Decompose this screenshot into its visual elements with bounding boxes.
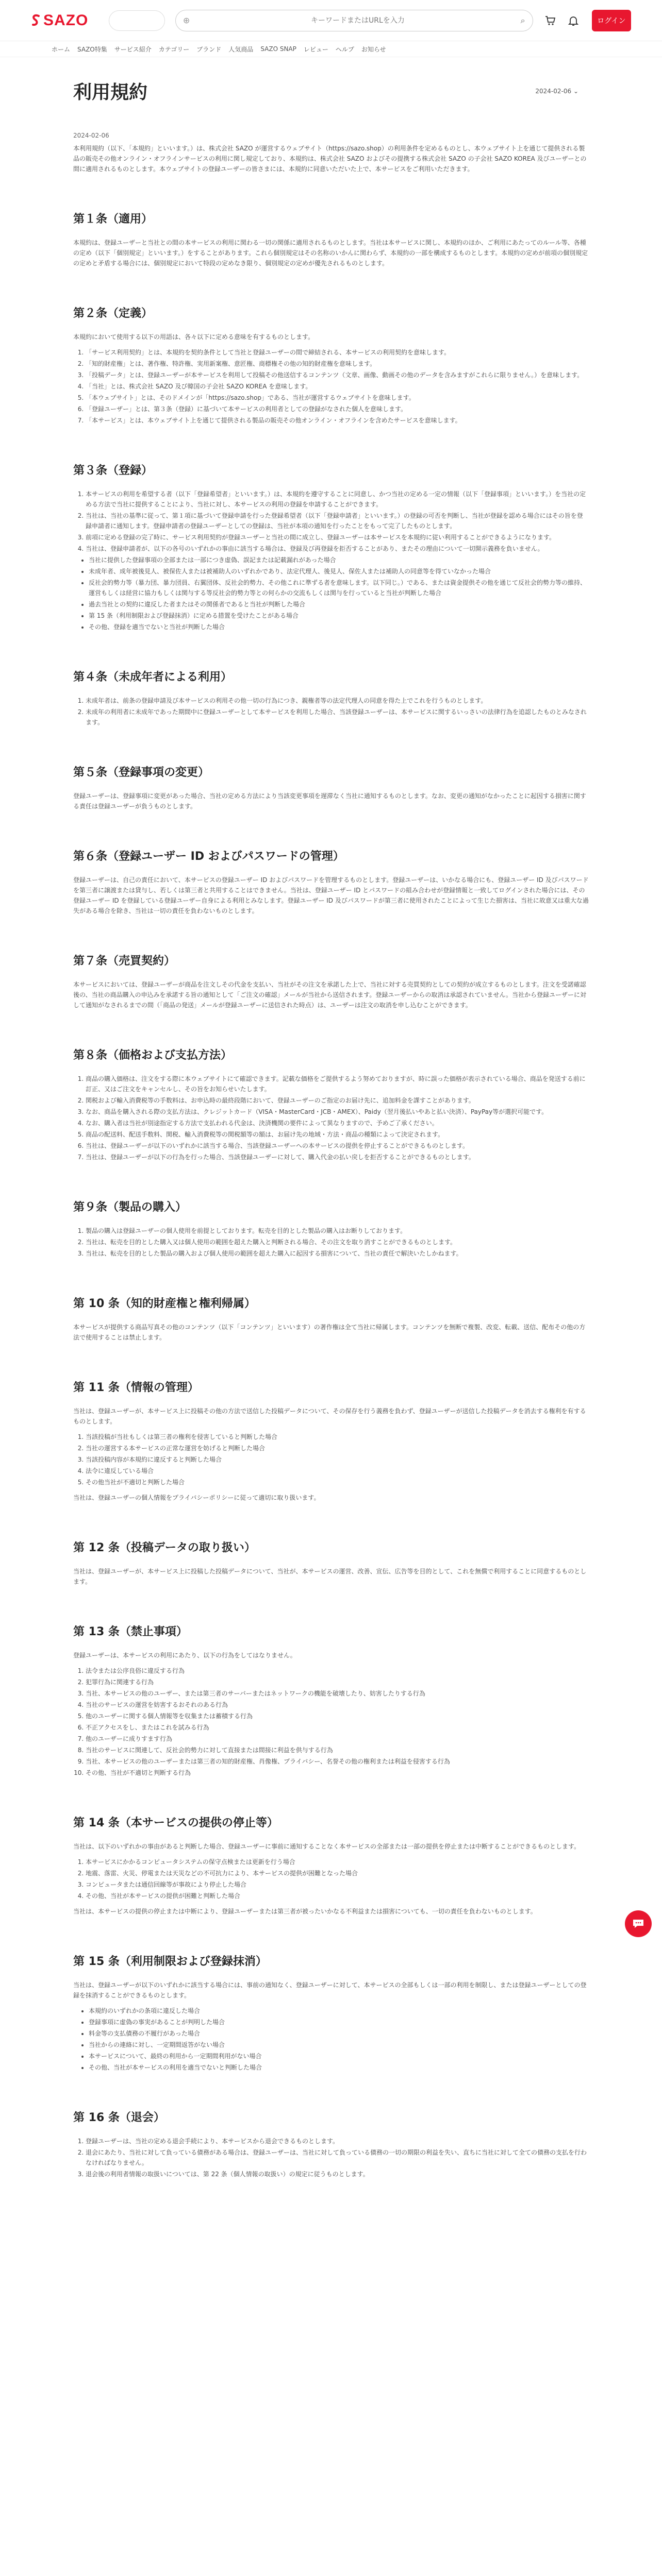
list-item: • その他、登録を適当でないと当社が判断した場合: [89, 622, 589, 632]
section-title: 第２条（定義）: [73, 307, 153, 320]
list-item: 2. 当社は、当社の基準に従って、第１項に基づいて登録申請を行った登録希望者（以下「登録申請者」といいます。）の登録の可否を判断し、当社が登録を認める場合にはその旨を登録申請者に通知します。登録申請者の登録ユーザーとしての登録は、当社が本項の通知を行ったことをもって完了したものとします。: [86, 511, 589, 531]
numbered-list: [73, 1857, 589, 1901]
cart-icon[interactable]: [544, 14, 556, 27]
list-item: 1. 本サービスの利用を希望する者（以下「登録希望者」といいます。）は、本規約を遵守することに同意し、かつ当社の定める一定の情報（以下「登録事項」といいます。）を当社の定める方法で当社に提供することにより、当社に対し、本サービスの利用の登録を申請することができます。: [86, 489, 589, 510]
terms-section: [73, 764, 589, 811]
bullet-list: [73, 2006, 589, 2073]
section-paragraph: 当社は、登録ユーザーが、本サービス上に投稿その他の方法で送信した投稿データについて、その保存を行う義務を負わず、登録ユーザーが送信した投稿データを消去する権利を有するものとします。: [73, 1408, 586, 1425]
list-item: 6. 不正アクセスをし、またはこれを試みる行為: [86, 1722, 589, 1733]
numbered-list: [73, 1432, 589, 1487]
terms-section: [73, 210, 589, 268]
category-pill[interactable]: [109, 10, 164, 31]
list-item: • 登録事項に虚偽の事実があることが判明した場合: [89, 2017, 589, 2027]
list-item: 3. コンピュータまたは通信回線等が事故により停止した場合: [86, 1879, 589, 1890]
list-item: 3. 当社は、転売を目的とした製品の購入および個人使用の範囲を超えた購入に起因する損害について、当社の責任で解決いたしかねます。: [86, 1248, 589, 1259]
list-item: 6. 「登録ユーザー」とは、第３条（登録）に基づいて本サービスの利用者としての登録がなされた個人を意味します。: [86, 404, 589, 414]
list-item: • 本サービスについて、最終の利用から一定期間利用がない場合: [89, 2051, 589, 2061]
list-item: • 当社に提供した登録事項の全部または一部につき虚偽、誤記または記載漏れがあった場合: [89, 555, 589, 565]
globe-icon: ⊕: [183, 15, 190, 25]
section-title: 第 11 条（情報の管理）: [73, 1381, 199, 1394]
list-item: • 当社からの連絡に対し、一定期間返答がない場合: [89, 2040, 589, 2050]
list-item: 5. 「本ウェブサイト」とは、そのドメインが「https://sazo.shop」である、当社が運営するウェブサイトを意味します。: [86, 393, 589, 403]
section-paragraph: 本規約において使用する以下の用語は、各々以下に定める意味を有するものとします。: [73, 333, 315, 341]
list-item: 7. 当社は、登録ユーザーが以下の行為を行った場合、当該登録ユーザーに対して、購入代金の払い戻しを拒否することができるものとします。: [86, 1152, 589, 1162]
list-item: 8. 当社のサービスに関連して、反社会的勢力に対して直接または間接に利益を供与する行為: [86, 1745, 589, 1755]
section-title: 第４条（未成年者による利用）: [73, 671, 233, 684]
section-title: 第 12 条（投稿データの取り扱い）: [73, 1541, 256, 1554]
chevron-down-icon: ⌄: [573, 87, 578, 95]
section-paragraph: 当社は、登録ユーザーが、本サービス上に投稿した投稿データについて、当社が、本サービスの運営、改善、宣伝、広告等を目的として、これを無償で利用することに同意するものとします。: [73, 1568, 587, 1585]
list-item: 3. 「投稿データ」とは、登録ユーザーが本サービスを利用して投稿その他送信するコンテンツ（文章、画像、動画その他のデータを含みますがこれらに限りません。）を意味します。: [86, 370, 589, 380]
list-item: • 本規約のいずれかの条項に違反した場合: [89, 2006, 589, 2016]
list-item: 2. 犯罪行為に関連する行為: [86, 1677, 589, 1687]
section-paragraph: 登録ユーザーは、自己の責任において、本サービスの登録ユーザー ID およびパスワードを管理するものとします。登録ユーザーは、いかなる場合にも、登録ユーザー ID 及びパスワードを第三者に譲渡または貸与し、若しくは第三者と共用することはできません。当社は、登録ユーザー ID とパスワードの組み合わせが登録情報と一致してログインされた場合には、その登録ユーザー ID を登録している登録ユーザー自身による利用とみなします。登録ユーザー ID 及びパスワードが第三者に使用されたことによって生じた損害は、当社に故意又は重大な過失がある場合を除き、当社は一切の責任を負わないものとします。: [73, 876, 589, 914]
logo-text: SAZO: [43, 11, 89, 29]
logo[interactable]: [31, 12, 88, 29]
list-item: 2. 未成年の利用者に未成年であった期間中に登録ユーザーとして本サービスを利用した場合、当該登録ユーザーは、本サービスに関するいっさいの法律行為を追認したものとみなされます。: [86, 707, 589, 727]
terms-section: [73, 848, 589, 916]
list-item: 5. 商品の配送料、配送手数料、関税、輸入消費税等の関税額等の額は、お届け先の地域・方法・商品の種類によって決定されます。: [86, 1129, 589, 1140]
list-item: 1. 製品の購入は登録ユーザーの個人使用を前提としております。転売を目的とした製品の購入はお断りしております。: [86, 1226, 589, 1236]
terms-section: [73, 1814, 589, 1917]
search-bar[interactable]: [175, 10, 533, 31]
list-item: 1. 商品の購入価格は、注文をする際に本ウェブサイトにて確認できます。記載な価格をご提供するよう努めておりますが、時に誤った価格が表示されている場合、商品を発送する前に訂正、又はご注文をキャンセルし、その旨をお知らせいたします。: [86, 1074, 589, 1094]
section-paragraph: 当社は、登録ユーザーが以下のいずれかに該当する場合には、事前の通知なく、登録ユーザーに対して、本サービスの全部もしくは一部の利用を制限し、または登録ユーザーとしての登録を抹消することができるものとします。: [73, 1981, 587, 1999]
nav-item[interactable]: レビュー: [303, 45, 328, 53]
terms-section: [73, 1539, 589, 1587]
section-paragraph: 登録ユーザーは、本サービスの利用にあたり、以下の行為をしてはなりません。: [73, 1652, 296, 1659]
nav-item[interactable]: SAZO特集: [77, 45, 107, 53]
section-title: 第 16 条（退会）: [73, 2111, 165, 2124]
terms-section: [73, 952, 589, 1010]
list-item: 1. 登録ユーザーは、当社の定める退会手続により、本サービスから退会できるものとします。: [86, 2136, 589, 2146]
search-input[interactable]: [195, 16, 520, 25]
terms-section: [73, 1198, 589, 1259]
list-item: 6. 当社は、登録ユーザーが以下のいずれかに該当する場合、当該登録ユーザーへの本サービスの提供を停止することができるものとします。: [86, 1141, 589, 1151]
section-title: 第９条（製品の購入）: [73, 1201, 187, 1214]
list-item: 10. その他、当社が不適切と判断する行為: [86, 1768, 589, 1778]
list-item: 2. 「知的財産権」とは、著作権、特許権、実用新案権、意匠権、商標権その他の知的財産権を意味します。: [86, 359, 589, 369]
numbered-list: [73, 1666, 589, 1778]
list-item: 7. 他のユーザーに成りすます行為: [86, 1734, 589, 1744]
terms-section: [73, 1046, 589, 1162]
section-title: 第 10 条（知的財産権と権利帰属）: [73, 1297, 256, 1310]
nav-item[interactable]: カテゴリー: [158, 45, 190, 53]
list-item: 1. 本サービスにかかるコンピュータシステムの保守点検または更新を行う場合: [86, 1857, 589, 1867]
terms-section: [73, 1623, 589, 1778]
section-paragraph: 本サービスが提供する商品写真その他のコンテンツ（以下「コンテンツ」といいます）の著作権は全て当社に帰属します。コンテンツを無断で複製、改変、転載、送信、配布その他の方法で使用することは禁止します。: [73, 1324, 586, 1341]
section-title: 第６条（登録ユーザー ID およびパスワードの管理）: [73, 850, 344, 863]
list-item: 4. その他、当社が本サービスの提供が困難と判断した場合: [86, 1891, 589, 1901]
terms-section: [73, 2109, 589, 2179]
terms-content: [73, 57, 589, 2179]
numbered-list: [73, 2136, 589, 2179]
nav-item[interactable]: お知らせ: [361, 45, 386, 53]
search-icon[interactable]: ⌕: [520, 15, 525, 25]
nav-item[interactable]: ホーム: [52, 45, 71, 53]
effective-date: 2024-02-06: [73, 132, 109, 139]
section-title: 第５条（登録事項の変更）: [73, 766, 210, 779]
numbered-list: [73, 489, 589, 554]
terms-section: [73, 462, 589, 632]
list-item: 2. 退会にあたり、当社に対して負っている債務がある場合は、登録ユーザーは、当社に対して負っている債務の一切の期限の利益を失い、直ちに当社に対して全ての債務の支払を行わなければなりません。: [86, 2147, 589, 2168]
section-title: 第１条（適用）: [73, 213, 153, 226]
list-item: 2. 関税および輸入消費税等の手数料は、お申込時の最終段階において、登録ユーザーのご指定のお届け先に、追加料金を課すことがあります。: [86, 1095, 589, 1106]
terms-section: [73, 1295, 589, 1343]
section-title: 第３条（登録）: [73, 464, 153, 477]
numbered-list: [73, 696, 589, 727]
list-item: 5. 他のユーザーに関する個人情報等を収集または蓄積する行為: [86, 1711, 589, 1721]
list-item: • 第 15 条（利用制限および登録抹消）に定める措置を受けたことがある場合: [89, 611, 589, 621]
section-paragraph: 本規約は、登録ユーザーと当社との間の本サービスの利用に関わる一切の関係に適用されるものとします。当社は本サービスに関し、本規約のほか、ご利用にあたってのルール等、各種の定め（以下「個別規定」といいます。）をすることがあります。これら個別規定はその名称のいかんに関わらず、本規約の一部を構成するものとします。本規約の定めが前項の個別規定の定めと矛盾する場合には、個別規定において特段の定めなき限り、個別規定の定めが優先されるものとします。: [73, 239, 588, 267]
list-item: 7. 「本サービス」とは、本ウェブサイト上を通じて提供される製品の販売その他オンライン・オフラインを含めたサービスを意味します。: [86, 415, 589, 426]
chat-button[interactable]: [625, 1910, 652, 1937]
list-item: 2. 当社の運営する本サービスの正常な運営を妨げると判断した場合: [86, 1443, 589, 1453]
page-title: 利用規約: [73, 82, 148, 103]
list-item: • 過去当社との契約に違反した者またはその関係者であると当社が判断した場合: [89, 599, 589, 609]
section-title: 第 15 条（利用制限および登録抹消）: [73, 1955, 267, 1968]
list-item: 3. なお、商品を購入される際の支払方法は、クレジットカード（VISA・MasterCard・JCB・AMEX）、Paidy（翌月後払いやあと払い決済）、PayPay等が選択可能です。: [86, 1107, 589, 1117]
nav-item[interactable]: 人気商品: [228, 45, 254, 53]
list-item: 3. 当該投稿内容が本規約に違反すると判断した場合: [86, 1454, 589, 1465]
numbered-list: [73, 347, 589, 426]
list-item: 2. 当社は、転売を目的とした購入又は個人使用の範囲を超えた購入と判断される場合、その注文を取り消すことができるものとします。: [86, 1237, 589, 1247]
section-paragraph: 当社は、登録ユーザーの個人情報をプライバシーポリシーに従って適切に取り扱います。: [73, 1494, 320, 1501]
section-paragraph: 当社は、本サービスの提供の停止または中断により、登録ユーザーまたは第三者が被ったいかなる不利益または損害についても、一切の責任を負わないものとします。: [73, 1908, 537, 1915]
nav-item[interactable]: ブランド: [196, 45, 222, 53]
list-item: • 料金等の支払債務の不履行があった場合: [89, 2028, 589, 2039]
section-paragraph: 本サービスにおいては、登録ユーザーが商品を注文しその代金を支払い、当社がその注文を承諾した上で、当社に対する売買契約としての契約が成立するものとします。注文を受諾確認後の、当社の商品購入の申込みを承諾する旨の通知として「ご注文の確認」メールが当社から送信されます。登録ユーザーからの取消は承認されていません。当社から登録ユーザーに対して通知がなされるまでの間（「商品の発送」メールが登録ユーザーに送信された時点）は、ユーザーは注文の取消を申し込むことができます。: [73, 981, 587, 1009]
bullet-list: [73, 555, 589, 632]
terms-section: [73, 1953, 589, 2073]
section-title: 第７条（売買契約）: [73, 955, 176, 968]
nav-item[interactable]: サービス紹介: [114, 45, 152, 53]
list-item: 1. 当該投稿が当社もしくは第三者の権利を侵害していると判断した場合: [86, 1432, 589, 1442]
list-item: • 未成年者、成年被後見人、被保佐人または被補助人のいずれかであり、法定代理人、後見人、保佐人または補助人の同意等を得ていなかった場合: [89, 566, 589, 577]
numbered-list: [73, 1074, 589, 1162]
site-header: [0, 0, 662, 41]
list-item: 4. 「当社」とは、株式会社 SAZO 及び韓国の子会社 SAZO KOREA を意味します。: [86, 381, 589, 392]
chat-icon: [632, 1918, 645, 1929]
section-paragraph: 当社は、以下のいずれかの事由があると判断した場合、登録ユーザーに事前に通知することなく本サービスの全部または一部の提供を停止または中断することができるものとします。: [73, 1843, 581, 1850]
list-item: 1. 法令または公序良俗に違反する行為: [86, 1666, 589, 1676]
nav-item[interactable]: ヘルプ: [335, 45, 354, 53]
section-paragraph: 登録ユーザーは、登録事項に変更があった場合、当社の定める方法により当該変更事項を遅滞なく当社に通知するものとします。なお、変更の通知がなかったことに起因する損害に関する責任は登録ユーザーが負うものとします。: [73, 792, 586, 810]
logo-mark-icon: [31, 14, 41, 27]
version-select[interactable]: 2024-02-06 ⌄: [535, 87, 578, 95]
numbered-list: [73, 1226, 589, 1259]
section-title: 第 13 条（禁止事項）: [73, 1625, 188, 1638]
list-item: 4. 当社は、登録申請者が、以下の各号のいずれかの事由に該当する場合は、登録及び再登録を拒否することがあり、またその理由について一切開示義務を負いません。: [86, 544, 589, 554]
list-item: • その他、当社が本サービスの利用を適当でないと判断した場合: [89, 2062, 589, 2073]
list-item: 9. 当社、本サービスの他のユーザーまたは第三者の知的財産権、肖像権、プライバシー、名誉その他の権利または利益を侵害する行為: [86, 1756, 589, 1767]
login-button[interactable]: ログイン: [592, 10, 631, 31]
global-nav: [0, 41, 662, 57]
list-item: 2. 地震、落雷、火災、停電または天災などの不可抗力により、本サービスの提供が困難となった場合: [86, 1868, 589, 1878]
list-item: 3. 退会後の利用者情報の取扱いについては、第 22 条（個人情報の取扱い）の規定に従うものとします。: [86, 2169, 589, 2179]
sections-container: [73, 210, 589, 2179]
terms-section: [73, 304, 589, 426]
list-item: 5. その他当社が不適切と判断した場合: [86, 1477, 589, 1487]
bell-icon[interactable]: [568, 14, 580, 27]
nav-item[interactable]: SAZO SNAP: [260, 45, 296, 53]
intro-text: 本利用規約（以下、「本規約」といいます。）は、株式会社 SAZO が運営するウェブサイト（https://sazo.shop）の利用条件を定めるものとし、本ウェブサイト上を通じて提供される製品の販売その他オンライン・オフラインサービスの利用に関し規定しており、本規約は、株式会社 SAZO およびその提携する株式会社 SAZO の子会社 SAZO KOREA 及びユーザーとの間に適用されるものとします。本ウェブサイトの登録ユーザーの皆さまには、本規約に同意いただいた上で、本サービスをご利用いただきます。: [73, 145, 587, 173]
list-item: 4. なお、購入者は当社が別途指定する方法で支払われる代金は、決済機関の要件によって異なりますので、予めご了承ください。: [86, 1118, 589, 1128]
section-title: 第８条（価格および支払方法）: [73, 1049, 233, 1062]
list-item: • 反社会的勢力等（暴力団、暴力団員、右翼団体、反社会的勢力、その他これに準ずる者を意味します。以下同じ。）である、または資金提供その他を通じて反社会的勢力等の維持、運営もしくは経営に協力もしくは関与する等反社会的勢力等との何らかの交流もしくは関与を行っていると当社が判断した場合: [89, 578, 589, 598]
list-item: 3. 当社、本サービスの他のユーザー、または第三者のサーバーまたはネットワークの機能を破壊したり、妨害したりする行為: [86, 1688, 589, 1699]
list-item: 3. 前項に定める登録の完了時に、サービス利用契約が登録ユーザーと当社の間に成立し、登録ユーザーは本サービスを本規約に従い利用することができるようになります。: [86, 532, 589, 543]
list-item: 1. 「サービス利用契約」とは、本規約を契約条件として当社と登録ユーザーの間で締結される、本サービスの利用契約を意味します。: [86, 347, 589, 358]
section-title: 第 14 条（本サービスの提供の停止等）: [73, 1817, 278, 1829]
list-item: 4. 法令に違反している場合: [86, 1466, 589, 1476]
list-item: 1. 未成年者は、前条の登録申請及び本サービスの利用その他一切の行為につき、親権者等の法定代理人の同意を得た上でこれを行うものとします。: [86, 696, 589, 706]
terms-section: [73, 668, 589, 727]
terms-section: [73, 1379, 589, 1503]
list-item: 4. 当社のサービスの運営を妨害するおそれのある行為: [86, 1700, 589, 1710]
